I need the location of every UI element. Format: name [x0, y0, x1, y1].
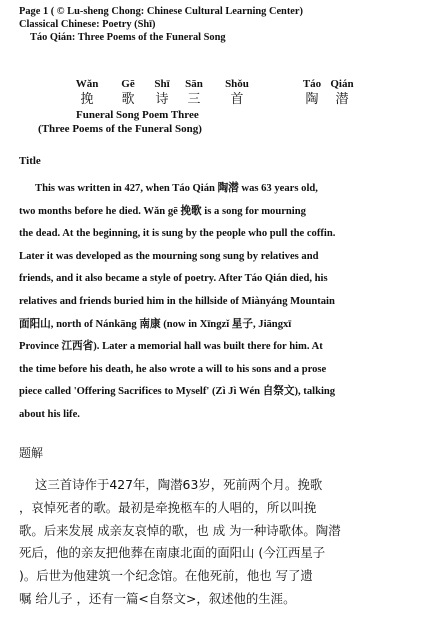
header-topic-line: Táo Qián: Three Poems of the Funeral Song — [30, 32, 226, 43]
author-hanzi-2: 潜 — [335, 92, 349, 107]
title-hanzi-4: 三 — [187, 92, 201, 107]
english-line: This was written in 427, when Táo Qián 陶潜 was 63 years old, — [35, 183, 318, 194]
author-pinyin-2: Qián — [330, 78, 354, 90]
chinese-line: ，哀悼死者的歌。最初是牵挽柩车的人唱的，所以叫挽 — [19, 499, 317, 515]
chinese-section-label: 题解 — [19, 446, 44, 460]
title-pinyin-5: Shǒu — [225, 78, 249, 90]
title-pinyin-3: Shī — [154, 78, 170, 90]
english-line: relatives and friends buried him in the hillside of Miànyáng Mountain — [19, 295, 335, 307]
english-line: Province 江西省). Later a memorial hall was built there for him. At — [19, 341, 323, 353]
title-gloss: Funeral Song Poem Three — [76, 109, 199, 121]
english-section-label: Title — [19, 155, 41, 167]
english-line: friends, and it also became a style of poetry. After Táo Qián died, his — [19, 273, 328, 285]
chinese-line: 嘱 给儿子 ，还有一篇<自祭文>，叙述他的生涯。 — [19, 590, 296, 606]
title-hanzi-5: 首 — [230, 92, 244, 107]
chinese-line: 这三首诗作于427年，陶潜63岁，死前两个月。挽歌 — [35, 477, 323, 492]
chinese-line: 歌。后来发展 成亲友哀悼的歌，也 成 为一种诗歌体。陶潜 — [19, 522, 341, 538]
english-line: 面阳山, north of Nánkāng 南康 (now in Xīngzǐ 星子, Jiāngxī — [19, 318, 292, 330]
title-pinyin-1: Wǎn — [75, 78, 99, 90]
english-line: the time before his death, he also wrote a will to his sons and a prose — [19, 363, 327, 375]
english-paragraph — [19, 178, 414, 427]
english-line: the dead. At the beginning, it is sung by the people who pull the coffin. — [19, 228, 336, 240]
chinese-paragraph — [19, 474, 419, 611]
title-hanzi-2: 歌 — [121, 92, 135, 107]
title-hanzi-3: 诗 — [155, 92, 169, 107]
title-pinyin-2: Gē — [121, 78, 135, 90]
poem-title-block — [0, 63, 425, 143]
english-line: about his life. — [19, 408, 80, 420]
english-line: two months before he died. Wǎn gē 挽歌 is a song for mourning — [19, 205, 306, 217]
english-line: piece called 'Offering Sacrifices to Myself' (Zì Jì Wén 自祭文), talking — [19, 386, 336, 398]
title-pinyin-4: Sān — [185, 78, 203, 90]
chinese-line: 死后，他的亲友把他葬在南康北面的面阳山 (今江西星子 — [19, 545, 326, 561]
header-copyright-line: Page 1 ( © Lu-sheng Chong: Chinese Cultural Learning Center) — [19, 6, 303, 17]
header-course-line: Classical Chinese: Poetry (Shī) — [19, 19, 156, 30]
title-translation: (Three Poems of the Funeral Song) — [38, 123, 202, 135]
author-hanzi-1: 陶 — [305, 92, 319, 107]
english-line: Later it was developed as the mourning song sung by relatives and — [19, 250, 319, 262]
chinese-line: )。后世为他建筑一个纪念馆。在他死前，他也 写了遗 — [19, 568, 313, 584]
author-pinyin-1: Táo — [302, 78, 322, 90]
title-hanzi-1: 挽 — [80, 92, 94, 107]
